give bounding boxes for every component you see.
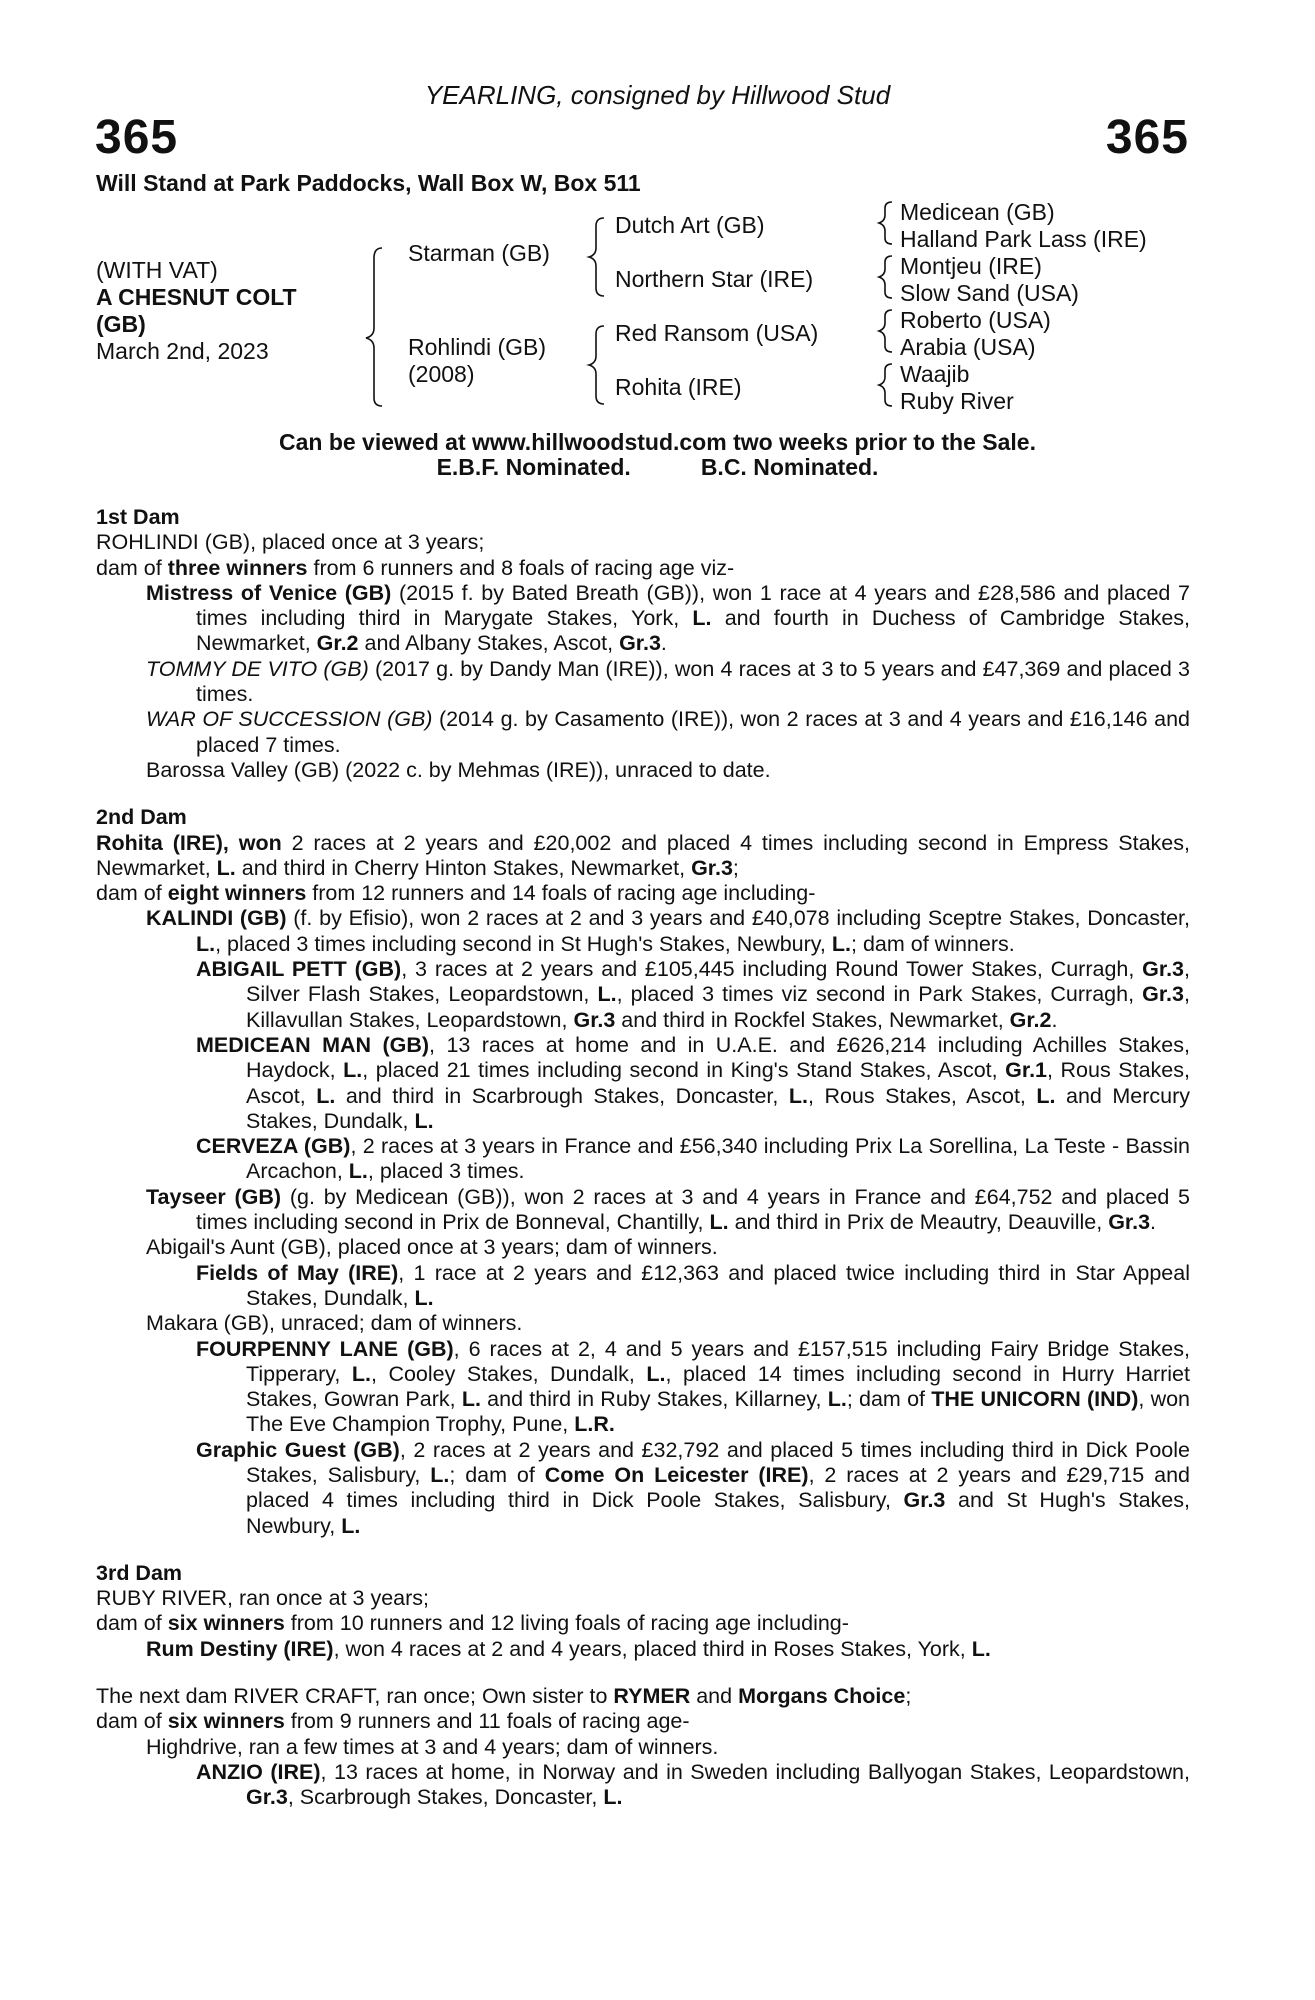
- produce-barossa-valley: Barossa Valley (GB) (2022 c. by Mehmas (IRE)), unraced to date.: [146, 757, 771, 782]
- second-dam-produce-summary: dam of eight winners from 12 runners and 14 foals of racing age including-: [96, 881, 816, 906]
- pedigree-ggp-8: Ruby River: [900, 388, 1014, 414]
- third-dam-heading: 3rd Dam: [96, 1560, 183, 1585]
- second-dam-heading: 2nd Dam: [96, 805, 187, 830]
- first-dam-line: ROHLINDI (GB), placed once at 3 years;: [96, 530, 485, 555]
- stand-location: Will Stand at Park Paddocks, Wall Box W, Box 511: [96, 170, 641, 196]
- produce-medicean-man: MEDICEAN MAN (GB), 13 races at home and in U.A.E. and £626,214 including Achilles Stakes, Haydock, L., placed 21 times including second in King's Stand Stakes, Ascot, Gr.1, Rous Stakes, Ascot, L. and third in Scarbrough Stakes, Doncaster, L., Rous Stakes, Ascot, L. and Mercury Stakes, Dundalk, L.: [196, 1032, 1191, 1133]
- pedigree-ggp-2: Halland Park Lass (IRE): [900, 226, 1147, 252]
- produce-war-of-succession: WAR OF SUCCESSION (GB) (2014 g. by Casamento (IRE)), won 2 races at 3 and 4 years and £16,146 and placed 7 times.: [146, 707, 1190, 757]
- catalogue-body: [96, 505, 1190, 1811]
- lot-number-right: 365: [1105, 111, 1189, 164]
- brace-dam: [589, 326, 604, 404]
- ebf-nominated: E.B.F. Nominated.: [436, 454, 631, 480]
- pedigree-dam-sire: Red Ransom (USA): [615, 320, 819, 346]
- pedigree-sire-sire: Dutch Art (GB): [615, 212, 765, 238]
- produce-abigail-pett: ABIGAIL PETT (GB), 3 races at 2 years and £105,445 including Round Tower Stakes, Curragh, Gr.3, Silver Flash Stakes, Leopardstown, L., placed 3 times viz second in Park Stakes, Curragh, Gr.3, Killavullan Stakes, Leopardstown, Gr.3 and third in Rockfel Stakes, Newmarket, Gr.2.: [196, 957, 1190, 1032]
- pedigree-ggp-5: Roberto (USA): [900, 307, 1051, 333]
- produce-tayseer: Tayseer (GB) (g. by Medicean (GB)), won 2 races at 3 and 4 years in France and £64,752 and placed 5 times including second in Prix de Bonneval, Chantilly, L. and third in Prix de Meautry, Deauville, Gr.3.: [146, 1184, 1191, 1235]
- second-dam-record: Rohita (IRE), won 2 races at 2 years and £20,002 and placed 4 times including second in Empress Stakes, Newmarket, L. and third in Cherry Hinton Stakes, Newmarket, Gr.3;: [96, 830, 1190, 880]
- nomination-notes: [0, 455, 1315, 480]
- produce-rum-destiny: Rum Destiny (IRE), won 4 races at 2 and 4 years, placed third in Roses Stakes, York, L.: [146, 1636, 991, 1661]
- pedigree-brackets: [0, 0, 1315, 420]
- produce-cerveza: CERVEZA (GB), 2 races at 3 years in France and £56,340 including Prix La Sorellina, La Teste - Bassin Arcachon, L., placed 3 times.: [196, 1134, 1191, 1184]
- next-dam-produce-summary: dam of six winners from 9 runners and 11 foals of racing age-: [96, 1709, 690, 1734]
- produce-kalindi: KALINDI (GB) (f. by Efisio), won 2 races at 2 and 3 years and £40,078 including Sceptre Stakes, Doncaster, L., placed 3 times including second in St Hugh's Stakes, Newbury, L.; dam of winners.: [146, 906, 1190, 956]
- produce-highdrive: Highdrive, ran a few times at 3 and 4 years; dam of winners.: [146, 1734, 719, 1759]
- produce-makara: Makara (GB), unraced; dam of winners.: [146, 1311, 523, 1336]
- brace-sire: [589, 218, 604, 296]
- brace-ggp-1: [879, 202, 892, 244]
- brace-gen1: [366, 248, 382, 406]
- pedigree-ggp-4: Slow Sand (USA): [900, 280, 1079, 306]
- third-dam-line: RUBY RIVER, ran once at 3 years;: [96, 1586, 429, 1611]
- brace-ggp-3: [879, 310, 892, 352]
- page-subtitle: YEARLING, consigned by Hillwood Stud: [424, 80, 891, 110]
- brace-ggp-4: [879, 364, 892, 406]
- lot-number-left: 365: [95, 111, 179, 164]
- produce-mistress-of-venice: Mistress of Venice (GB) (2015 f. by Bated Breath (GB)), won 1 race at 4 years and £28,586 and placed 7 times including third in Marygate Stakes, York, L. and fourth in Duchess of Cambridge Stakes, Newmarket, Gr.2 and Albany Stakes, Ascot, Gr.3.: [146, 580, 1191, 656]
- first-dam-heading: 1st Dam: [96, 505, 180, 529]
- pedigree-sire: Starman (GB): [408, 240, 550, 266]
- first-dam-produce-summary: dam of three winners from 6 runners and 8 foals of racing age viz-: [96, 555, 735, 580]
- next-dam-line: The next dam RIVER CRAFT, ran once; Own sister to RYMER and Morgans Choice;: [96, 1684, 912, 1709]
- pedigree-dam-year: (2008): [408, 361, 475, 387]
- produce-fourpenny-lane: FOURPENNY LANE (GB), 6 races at 2, 4 and 5 years and £157,515 including Fairy Bridge Stakes, Tipperary, L., Cooley Stakes, Dundalk, L., placed 14 times including second in Hurry Harriet Stakes, Gowran Park, L. and third in Ruby Stakes, Killarney, L.; dam of THE UNICORN (IND), won The Eve Champion Trophy, Pune, L.R.: [196, 1336, 1191, 1437]
- viewing-note: Can be viewed at www.hillwoodstud.com two weeks prior to the Sale.: [278, 429, 1036, 455]
- pedigree-dam: Rohlindi (GB): [408, 334, 547, 360]
- pedigree-ggp-6: Arabia (USA): [900, 334, 1036, 360]
- produce-graphic-guest: Graphic Guest (GB), 2 races at 2 years and £32,792 and placed 5 times including third in Dick Poole Stakes, Salisbury, L.; dam of Come On Leicester (IRE), 2 races at 2 years and £29,715 and placed 4 times including third in Dick Poole Stakes, Salisbury, Gr.3 and St Hugh's Stakes, Newbury, L.: [196, 1437, 1191, 1538]
- produce-abigails-aunt: Abigail's Aunt (GB), placed once at 3 years; dam of winners.: [146, 1235, 718, 1260]
- vat-label: (WITH VAT): [96, 257, 218, 283]
- horse-name: A CHESNUT COLT: [96, 284, 297, 310]
- third-dam-produce-summary: dam of six winners from 10 runners and 12 living foals of racing age including-: [96, 1611, 849, 1636]
- pedigree-sire-dam: Northern Star (IRE): [615, 266, 814, 292]
- pedigree-dam-dam: Rohita (IRE): [615, 374, 742, 400]
- produce-fields-of-may: Fields of May (IRE), 1 race at 2 years and £12,363 and placed twice including third in Star Appeal Stakes, Dundalk, L.: [196, 1260, 1190, 1310]
- produce-tommy-de-vito: TOMMY DE VITO (GB) (2017 g. by Dandy Man (IRE)), won 4 races at 3 to 5 years and £47,369 and placed 3 times.: [146, 656, 1190, 707]
- bc-nominated: B.C. Nominated.: [700, 454, 879, 480]
- pedigree-ggp-3: Montjeu (IRE): [900, 253, 1042, 279]
- pedigree-ggp-7: Waajib: [900, 361, 970, 387]
- horse-country: (GB): [96, 311, 146, 337]
- foaling-date: March 2nd, 2023: [96, 338, 269, 364]
- produce-anzio: ANZIO (IRE), 13 races at home, in Norway and in Sweden including Ballyogan Stakes, Leopardstown, Gr.3, Scarbrough Stakes, Doncaster, L.: [196, 1759, 1190, 1810]
- brace-ggp-2: [879, 256, 892, 298]
- pedigree-ggp-1: Medicean (GB): [900, 199, 1055, 225]
